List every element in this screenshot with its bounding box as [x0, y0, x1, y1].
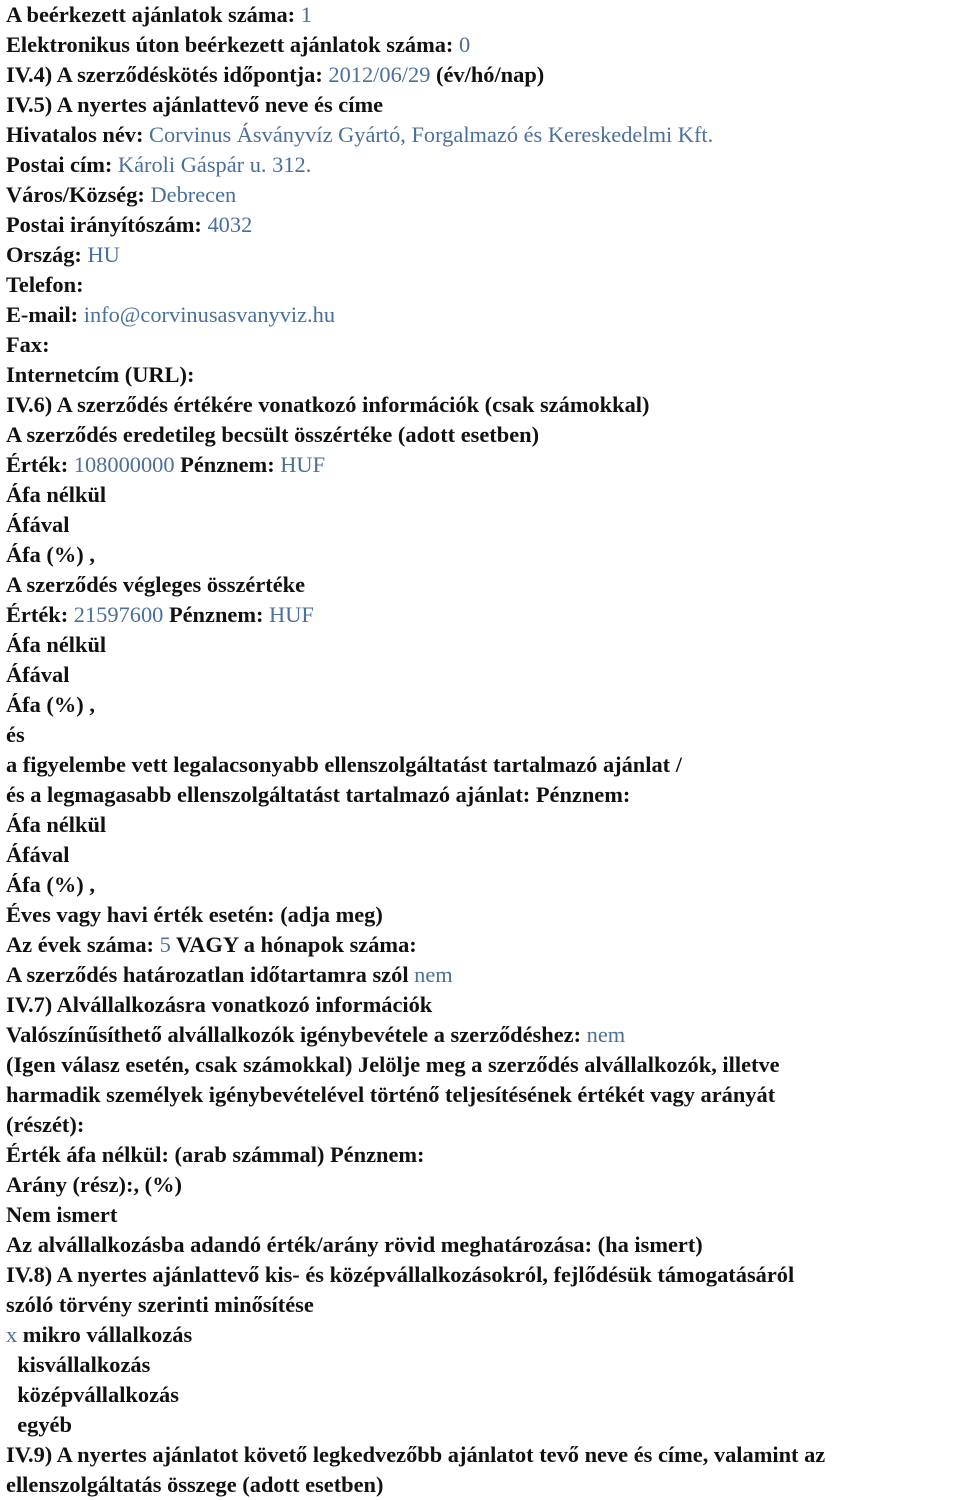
field-value: HUF: [269, 602, 314, 627]
text-line: [6, 1290, 960, 1320]
field-label: Érték áfa nélkül: (arab számmal) Pénznem:: [6, 1142, 425, 1167]
text-line: [6, 750, 960, 780]
field-label: Áfa nélkül: [6, 812, 107, 837]
field-label: Telefon:: [6, 272, 84, 297]
field-label: egyéb: [6, 1412, 72, 1437]
text-line: [6, 360, 960, 390]
text-line: [6, 150, 960, 180]
text-line: [6, 90, 960, 120]
field-label: E-mail:: [6, 302, 84, 327]
text-line: [6, 1440, 960, 1470]
field-value: 5: [159, 932, 171, 957]
text-line: [6, 420, 960, 450]
field-label: szóló törvény szerinti minősítése: [6, 1292, 314, 1317]
field-label: Város/Község:: [6, 182, 151, 207]
field-value: Debrecen: [150, 182, 237, 207]
field-label: IV.6) A szerződés értékére vonatkozó információk (csak számokkal): [6, 392, 650, 417]
text-line: [6, 630, 960, 660]
text-line: [6, 990, 960, 1020]
field-label: Érték:: [6, 602, 74, 627]
text-line: [6, 1470, 960, 1500]
text-line: [6, 330, 960, 360]
text-line: [6, 1320, 960, 1350]
text-line: [6, 1020, 960, 1050]
field-label: Elektronikus úton beérkezett ajánlatok száma:: [6, 32, 459, 57]
text-line: [6, 930, 960, 960]
text-line: [6, 240, 960, 270]
field-value: nem: [414, 962, 453, 987]
text-line: [6, 690, 960, 720]
field-label: IV.7) Alvállalkozásra vonatkozó információk: [6, 992, 433, 1017]
field-value: HUF: [280, 452, 326, 477]
text-line: [6, 60, 960, 90]
field-value: 2012/06/29: [328, 62, 431, 87]
field-label: Postai irányítószám:: [6, 212, 208, 237]
text-line: [6, 1170, 960, 1200]
field-label: Postai cím:: [6, 152, 118, 177]
text-line: [6, 1410, 960, 1440]
text-line: [6, 1380, 960, 1410]
text-line: [6, 270, 960, 300]
field-label: Internetcím (URL):: [6, 362, 195, 387]
field-label: Áfa (%) ,: [6, 542, 95, 567]
field-value: HU: [87, 242, 120, 267]
text-line: [6, 540, 960, 570]
text-line: [6, 480, 960, 510]
field-label: középvállalkozás: [6, 1382, 179, 1407]
field-label: a figyelembe vett legalacsonyabb ellenszolgáltatást tartalmazó ajánlat /: [6, 752, 682, 777]
field-label: IV.9) A nyertes ajánlatot követő legkedvezőbb ajánlatot tevő neve és címe, valamint az: [6, 1442, 826, 1467]
field-label: Arány (rész):, (%): [6, 1172, 182, 1197]
field-label: Áfa nélkül: [6, 482, 107, 507]
field-value: 1: [300, 2, 312, 27]
text-line: [6, 450, 960, 480]
field-label: IV.5) A nyertes ajánlattevő neve és címe: [6, 92, 384, 117]
field-label: (részét):: [6, 1112, 85, 1137]
text-line: [6, 210, 960, 240]
field-value: Károli Gáspár u. 312.: [117, 152, 312, 177]
text-line: [6, 1140, 960, 1170]
field-label: Áfa (%) ,: [6, 692, 95, 717]
text-line: [6, 810, 960, 840]
field-value: 21597600: [73, 602, 164, 627]
text-line: [6, 390, 960, 420]
text-line: [6, 780, 960, 810]
field-label: és a legmagasabb ellenszolgáltatást tartalmazó ajánlat: Pénznem:: [6, 782, 631, 807]
field-label: A szerződés eredetileg becsült összértéke (adott esetben): [6, 422, 540, 447]
field-label: ellenszolgáltatás összege (adott esetben): [6, 1472, 384, 1497]
text-line: [6, 120, 960, 150]
field-label: Nem ismert: [6, 1202, 118, 1227]
field-label: Áfával: [6, 662, 70, 687]
field-label: harmadik személyek igénybevételével történő teljesítésének értékét vagy arányát: [6, 1082, 776, 1107]
field-value: 0: [458, 32, 471, 57]
field-label: Áfával: [6, 842, 70, 867]
field-label: IV.4) A szerződéskötés időpontja:: [6, 62, 329, 87]
text-line: [6, 1080, 960, 1110]
text-line: [6, 840, 960, 870]
text-line: [6, 1350, 960, 1380]
field-label: Ország:: [6, 242, 88, 267]
text-line: [6, 1230, 960, 1260]
field-label: Pénznem:: [163, 602, 270, 627]
text-line: [6, 180, 960, 210]
text-line: [6, 1110, 960, 1140]
field-label: A beérkezett ajánlatok száma:: [6, 2, 301, 27]
field-label: IV.8) A nyertes ajánlattevő kis- és középvállalkozásokról, fejlődésük támogatásáról: [6, 1262, 795, 1287]
text-line: [6, 0, 960, 30]
field-value: info@corvinusasvanyviz.hu: [83, 302, 336, 327]
text-line: [6, 870, 960, 900]
field-value: 108000000: [73, 452, 175, 477]
text-line: [6, 660, 960, 690]
text-line: [6, 900, 960, 930]
field-label: A szerződés végleges összértéke: [6, 572, 306, 597]
text-line: [6, 960, 960, 990]
field-value: Corvinus Ásványvíz Gyártó, Forgalmazó és Kereskedelmi Kft.: [149, 122, 714, 147]
field-label: Hivatalos név:: [6, 122, 150, 147]
text-line: [6, 600, 960, 630]
field-label: A szerződés határozatlan időtartamra szól: [6, 962, 415, 987]
field-label: Az évek száma:: [6, 932, 160, 957]
field-label: Az alvállalkozásba adandó érték/arány rövid meghatározása: (ha ismert): [6, 1232, 703, 1257]
text-line: [6, 1050, 960, 1080]
field-value: 4032: [207, 212, 253, 237]
field-label: Fax:: [6, 332, 50, 357]
text-line: [6, 30, 960, 60]
field-label: (év/hó/nap): [430, 62, 545, 87]
field-label: Érték:: [6, 452, 74, 477]
text-line: [6, 300, 960, 330]
field-label: VAGY a hónapok száma:: [170, 932, 417, 957]
field-label: (Igen válasz esetén, csak számokkal) Jelölje meg a szerződés alvállalkozók, illetve: [6, 1052, 780, 1077]
text-line: [6, 720, 960, 750]
field-label: kisvállalkozás: [6, 1352, 151, 1377]
field-label: mikro vállalkozás: [17, 1322, 193, 1347]
field-label: Áfa (%) ,: [6, 872, 95, 897]
field-label: Pénznem:: [174, 452, 281, 477]
text-line: [6, 1200, 960, 1230]
field-label: Áfával: [6, 512, 70, 537]
text-line: [6, 510, 960, 540]
field-label: és: [6, 722, 25, 747]
text-line: [6, 570, 960, 600]
field-label: Éves vagy havi érték esetén: (adja meg): [6, 902, 383, 927]
field-label: Áfa nélkül: [6, 632, 107, 657]
field-value: nem: [586, 1022, 626, 1047]
field-value: x: [6, 1322, 18, 1347]
field-label: Valószínűsíthető alvállalkozók igénybevétele a szerződéshez:: [6, 1022, 587, 1047]
text-line: [6, 1260, 960, 1290]
